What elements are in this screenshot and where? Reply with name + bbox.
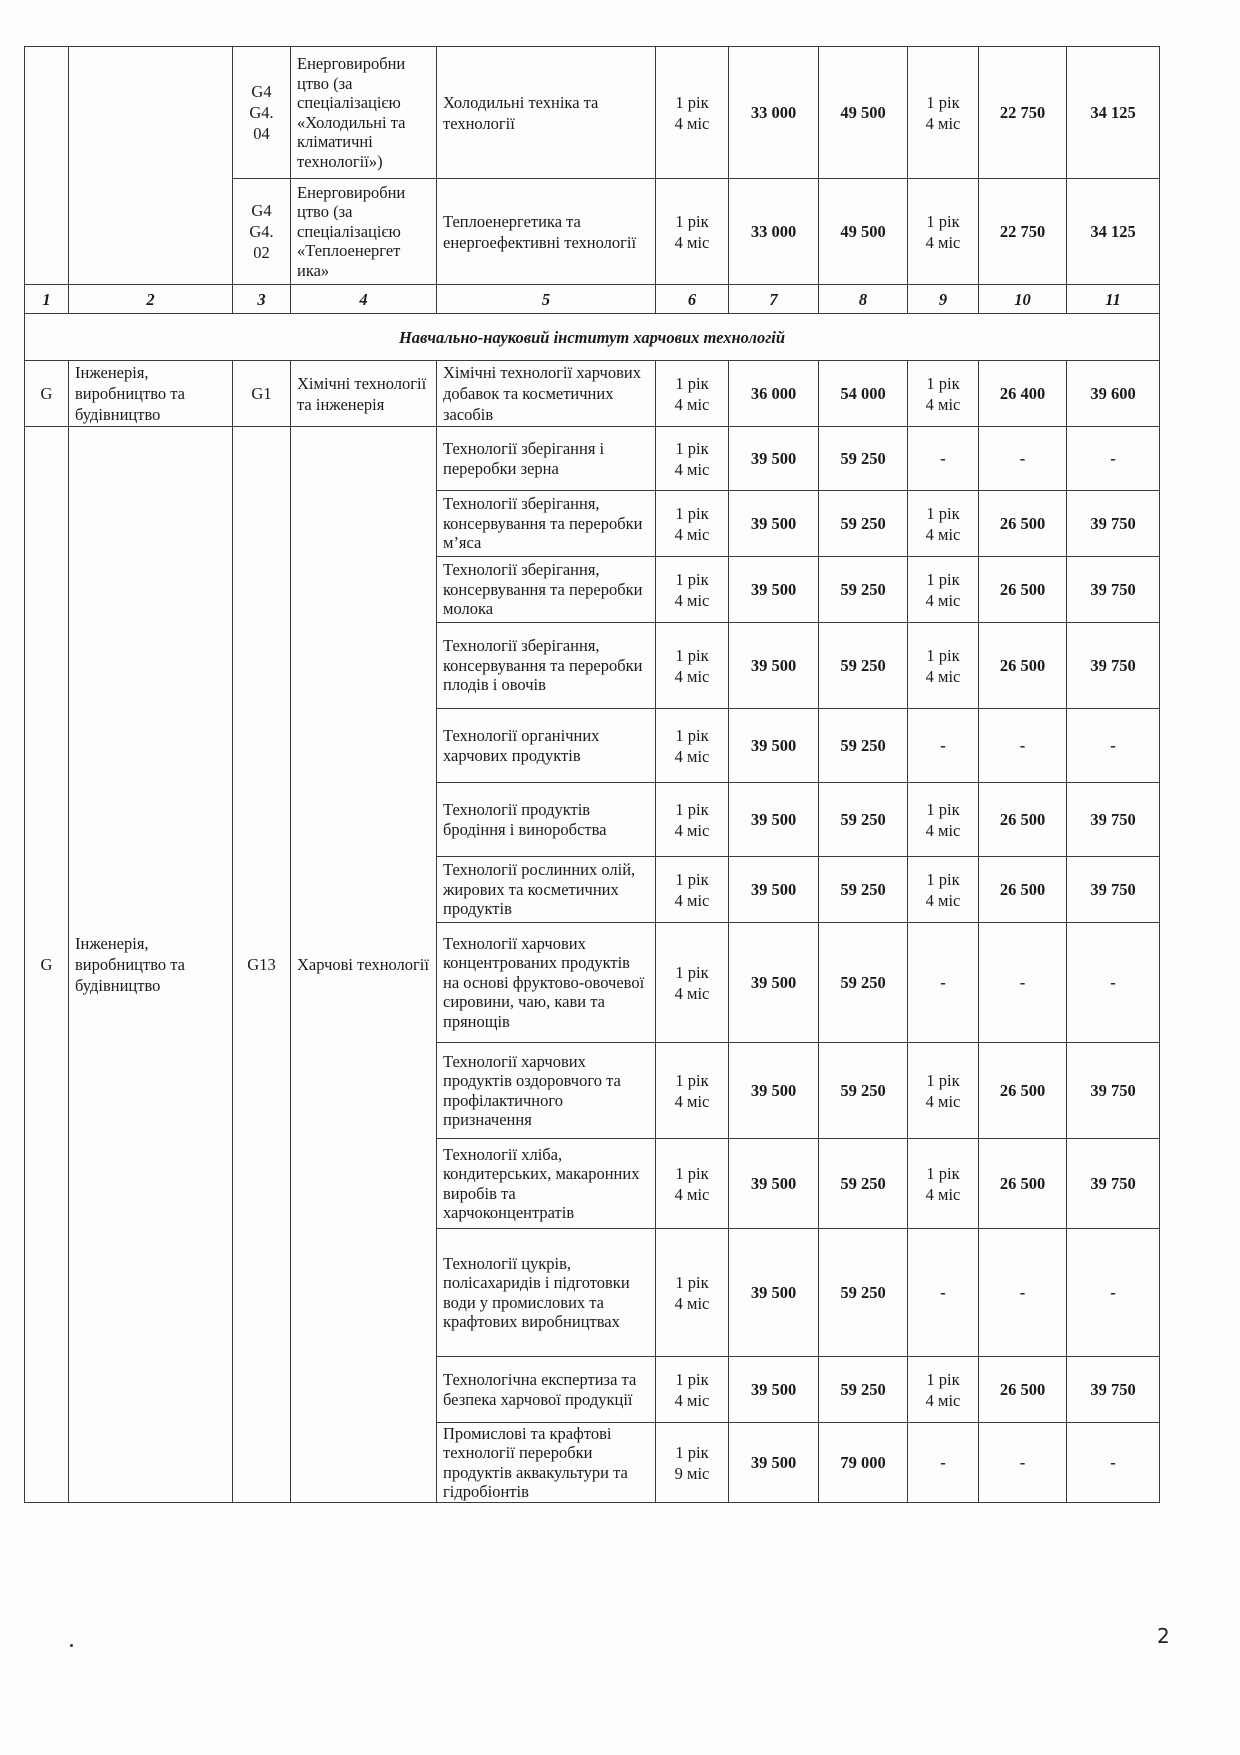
- column-number: 11: [1067, 285, 1160, 314]
- price-full-year: 39 500: [729, 427, 819, 491]
- price-full-total: 49 500: [819, 47, 908, 179]
- duration-line: 1 рік: [675, 869, 709, 889]
- program-name: Технології рослинних олій, жирових та косметичних продуктів: [437, 857, 656, 923]
- duration-line: 1 рік: [675, 373, 709, 393]
- duration-line: 4 міс: [925, 1390, 961, 1410]
- specialty-line: Енерговиробни: [297, 182, 406, 202]
- price-full-year: 39 500: [729, 491, 819, 557]
- duration-part-time: [908, 857, 979, 923]
- price-full-total: 59 250: [819, 1139, 908, 1229]
- duration-part-time: [908, 491, 979, 557]
- price-full-total: 79 000: [819, 1423, 908, 1503]
- specialty-line: спеціалізацією: [297, 221, 401, 241]
- area-code: G: [25, 427, 69, 1503]
- price-part-total: 39 750: [1067, 1139, 1160, 1229]
- specialty-line: Енерговиробни: [297, 54, 406, 73]
- program-name: Технологічна експертиза та безпека харчової продукції: [437, 1357, 656, 1423]
- duration-line: 1 рік: [675, 1369, 709, 1389]
- duration-line: 1 рік: [675, 1070, 709, 1090]
- table-row: [25, 427, 1160, 491]
- price-full-total: 59 250: [819, 491, 908, 557]
- duration-full-time: [656, 923, 729, 1043]
- duration-line: 1 рік: [926, 373, 960, 393]
- price-part-total: 39 750: [1067, 557, 1160, 623]
- code-line: 02: [253, 243, 270, 262]
- price-full-year: 39 500: [729, 783, 819, 857]
- duration-line: 1 рік: [675, 92, 709, 112]
- duration-part-time: [908, 1357, 979, 1423]
- price-full-total: 59 250: [819, 427, 908, 491]
- specialty-code: [233, 179, 291, 285]
- price-part-total: 34 125: [1067, 47, 1160, 179]
- price-part-year: -: [979, 923, 1067, 1043]
- duration-part-time: [908, 1043, 979, 1139]
- specialty-line: ика»: [297, 260, 330, 280]
- program-name: Технології харчових концентрованих продуктів на основі фруктово-овочевої сировини, чаю, кави та прянощів: [437, 923, 656, 1043]
- duration-line: 1 рік: [675, 1442, 709, 1462]
- price-part-total: -: [1067, 1229, 1160, 1357]
- duration-full-time: [656, 1423, 729, 1503]
- specialty-name: Хімічні технології та інженерія: [291, 361, 437, 427]
- duration-part-time: [908, 361, 979, 427]
- duration-part-time: [908, 47, 979, 179]
- price-part-year: 26 500: [979, 1139, 1067, 1229]
- price-full-total: 59 250: [819, 783, 908, 857]
- duration-line: 4 міс: [674, 232, 710, 252]
- duration-line: 1 рік: [926, 1163, 960, 1183]
- duration-full-time: [656, 783, 729, 857]
- duration-line: 1 рік: [675, 211, 709, 231]
- price-full-total: 59 250: [819, 857, 908, 923]
- price-part-year: 26 500: [979, 623, 1067, 709]
- duration-line: 1 рік: [675, 645, 709, 665]
- tuition-table: [24, 46, 1160, 1503]
- price-full-year: 39 500: [729, 1043, 819, 1139]
- program-name: Хімічні технології харчових добавок та косметичних засобів: [437, 361, 656, 427]
- program-name: Технології органічних харчових продуктів: [437, 709, 656, 783]
- program-name: Технології зберігання і переробки зерна: [437, 427, 656, 491]
- duration-line: 4 міс: [925, 890, 961, 910]
- duration-line: 1 рік: [926, 211, 960, 231]
- duration-line: 1 рік: [675, 962, 709, 982]
- program-name: Теплоенергетика та енергоефективні технології: [437, 179, 656, 285]
- duration-line: 1 рік: [926, 799, 960, 819]
- duration-line: 4 міс: [674, 1184, 710, 1204]
- specialty-name: [291, 47, 437, 179]
- duration-line: 4 міс: [674, 820, 710, 840]
- duration-line: -: [940, 449, 946, 468]
- code-line: G4: [251, 82, 272, 101]
- duration-line: 1 рік: [675, 1272, 709, 1292]
- table-row: [25, 47, 1160, 179]
- area-name: Інженерія, виробництво та будівництво: [69, 361, 233, 427]
- duration-line: 4 міс: [925, 394, 961, 414]
- price-full-year: 39 500: [729, 557, 819, 623]
- specialty-code: [233, 47, 291, 179]
- duration-full-time: [656, 709, 729, 783]
- price-part-year: 22 750: [979, 47, 1067, 179]
- duration-full-time: [656, 623, 729, 709]
- specialty-code: G1: [233, 361, 291, 427]
- duration-line: 4 міс: [674, 590, 710, 610]
- price-full-total: 54 000: [819, 361, 908, 427]
- price-full-total: 49 500: [819, 179, 908, 285]
- price-full-year: 39 500: [729, 857, 819, 923]
- specialty-code: G13: [233, 427, 291, 1503]
- price-full-total: 59 250: [819, 923, 908, 1043]
- duration-line: 4 міс: [674, 459, 710, 479]
- program-name: Технології зберігання, консервування та переробки плодів і овочів: [437, 623, 656, 709]
- price-part-year: 26 500: [979, 491, 1067, 557]
- program-name: Технології продуктів бродіння і виноробства: [437, 783, 656, 857]
- duration-part-time: [908, 1423, 979, 1503]
- price-full-year: 39 500: [729, 1139, 819, 1229]
- duration-full-time: [656, 179, 729, 285]
- price-part-total: 39 750: [1067, 623, 1160, 709]
- column-number: 3: [233, 285, 291, 314]
- duration-full-time: [656, 1043, 729, 1139]
- duration-line: 1 рік: [675, 799, 709, 819]
- duration-line: 1 рік: [675, 569, 709, 589]
- page-number: 2: [1157, 1624, 1170, 1648]
- duration-line: 4 міс: [925, 820, 961, 840]
- program-name: Промислові та крафтові технології переробки продуктів аквакультури та гідробіонтів: [437, 1423, 656, 1503]
- duration-full-time: [656, 427, 729, 491]
- duration-line: -: [940, 736, 946, 755]
- specialty-line: цтво (за: [297, 202, 353, 222]
- program-name: Технології харчових продуктів оздоровчого та профілактичного призначення: [437, 1043, 656, 1139]
- table-row: [25, 361, 1160, 427]
- price-full-year: 39 500: [729, 623, 819, 709]
- area-code-cell: [25, 47, 69, 285]
- price-part-year: 26 500: [979, 1043, 1067, 1139]
- duration-line: 4 міс: [674, 890, 710, 910]
- duration-part-time: [908, 1139, 979, 1229]
- price-part-total: 39 750: [1067, 1357, 1160, 1423]
- duration-line: 4 міс: [674, 666, 710, 686]
- duration-line: 9 міс: [674, 1463, 710, 1483]
- duration-line: 1 рік: [926, 569, 960, 589]
- duration-line: 1 рік: [675, 725, 709, 745]
- duration-line: 1 рік: [675, 503, 709, 523]
- duration-line: 4 міс: [925, 666, 961, 686]
- duration-part-time: [908, 1229, 979, 1357]
- price-part-total: -: [1067, 709, 1160, 783]
- area-code: G: [25, 361, 69, 427]
- duration-part-time: [908, 783, 979, 857]
- section-title: Навчально-науковий інститут харчових технологій: [25, 314, 1160, 361]
- price-full-year: 39 500: [729, 709, 819, 783]
- duration-line: 4 міс: [925, 232, 961, 252]
- price-full-year: 39 500: [729, 1357, 819, 1423]
- duration-line: 4 міс: [925, 524, 961, 544]
- price-full-year: 39 500: [729, 1229, 819, 1357]
- price-full-total: 59 250: [819, 1357, 908, 1423]
- duration-full-time: [656, 361, 729, 427]
- column-number: 6: [656, 285, 729, 314]
- duration-line: 4 міс: [674, 394, 710, 414]
- scan-speck: [70, 1644, 73, 1647]
- duration-line: 1 рік: [926, 1070, 960, 1090]
- price-part-year: 26 500: [979, 783, 1067, 857]
- duration-line: 4 міс: [674, 524, 710, 544]
- price-full-year: 33 000: [729, 47, 819, 179]
- duration-line: 4 міс: [674, 113, 710, 133]
- column-number: 5: [437, 285, 656, 314]
- duration-line: 1 рік: [926, 503, 960, 523]
- specialty-line: «Теплоенергет: [297, 241, 401, 261]
- column-number: 4: [291, 285, 437, 314]
- duration-line: -: [940, 1283, 946, 1302]
- duration-line: 4 міс: [925, 1091, 961, 1111]
- price-full-total: 59 250: [819, 557, 908, 623]
- duration-full-time: [656, 1229, 729, 1357]
- price-part-total: -: [1067, 923, 1160, 1043]
- specialty-name: Харчові технології: [291, 427, 437, 1503]
- area-cell: [69, 47, 233, 285]
- price-full-year: 33 000: [729, 179, 819, 285]
- duration-line: 4 міс: [925, 1184, 961, 1204]
- duration-part-time: [908, 179, 979, 285]
- specialty-name: [291, 179, 437, 285]
- duration-full-time: [656, 857, 729, 923]
- duration-line: 1 рік: [926, 92, 960, 112]
- duration-part-time: [908, 923, 979, 1043]
- duration-line: 4 міс: [674, 983, 710, 1003]
- price-part-year: -: [979, 427, 1067, 491]
- specialty-line: спеціалізацією: [297, 93, 401, 112]
- section-header-row: [25, 314, 1160, 361]
- price-full-total: 59 250: [819, 709, 908, 783]
- price-part-total: 34 125: [1067, 179, 1160, 285]
- column-number: 7: [729, 285, 819, 314]
- program-name: Технології зберігання, консервування та переробки молока: [437, 557, 656, 623]
- area-name: Інженерія, виробництво та будівництво: [69, 427, 233, 1503]
- price-full-year: 39 500: [729, 923, 819, 1043]
- program-name: Технології зберігання, консервування та переробки м’яса: [437, 491, 656, 557]
- program-name: Холодильні техніка та технології: [437, 47, 656, 179]
- price-part-total: -: [1067, 1423, 1160, 1503]
- duration-part-time: [908, 557, 979, 623]
- price-part-total: 39 750: [1067, 783, 1160, 857]
- column-number: 8: [819, 285, 908, 314]
- price-full-total: 59 250: [819, 1229, 908, 1357]
- price-part-total: -: [1067, 427, 1160, 491]
- code-line: G4: [251, 201, 272, 220]
- duration-full-time: [656, 47, 729, 179]
- duration-line: 4 міс: [674, 1390, 710, 1410]
- program-name: Технології цукрів, полісахаридів і підготовки води у промислових та крафтових виробництвах: [437, 1229, 656, 1357]
- duration-line: 1 рік: [926, 645, 960, 665]
- price-full-total: 59 250: [819, 623, 908, 709]
- code-line: G4.: [249, 222, 274, 241]
- column-number: 1: [25, 285, 69, 314]
- price-part-year: 26 500: [979, 557, 1067, 623]
- duration-line: 4 міс: [674, 746, 710, 766]
- duration-full-time: [656, 1357, 729, 1423]
- price-part-year: 26 500: [979, 1357, 1067, 1423]
- price-part-year: 22 750: [979, 179, 1067, 285]
- price-part-year: 26 400: [979, 361, 1067, 427]
- price-part-year: -: [979, 709, 1067, 783]
- duration-part-time: [908, 427, 979, 491]
- duration-line: 1 рік: [926, 1369, 960, 1389]
- duration-part-time: [908, 623, 979, 709]
- column-number-row: [25, 285, 1160, 314]
- column-number: 2: [69, 285, 233, 314]
- price-part-total: 39 750: [1067, 857, 1160, 923]
- duration-line: 4 міс: [925, 113, 961, 133]
- column-number: 10: [979, 285, 1067, 314]
- duration-line: 4 міс: [925, 590, 961, 610]
- duration-line: 1 рік: [675, 438, 709, 458]
- column-number: 9: [908, 285, 979, 314]
- duration-line: 4 міс: [674, 1293, 710, 1313]
- price-full-total: 59 250: [819, 1043, 908, 1139]
- specialty-line: технології»): [297, 151, 383, 171]
- specialty-line: кліматичні: [297, 132, 373, 151]
- duration-full-time: [656, 491, 729, 557]
- specialty-line: «Холодильні та: [297, 112, 406, 132]
- price-part-year: -: [979, 1229, 1067, 1357]
- price-part-total: 39 600: [1067, 361, 1160, 427]
- price-part-year: 26 500: [979, 857, 1067, 923]
- program-name: Технології хліба, кондитерських, макаронних виробів та харчоконцентратів: [437, 1139, 656, 1229]
- duration-line: 4 міс: [674, 1091, 710, 1111]
- duration-line: 1 рік: [675, 1163, 709, 1183]
- duration-line: -: [940, 1453, 946, 1472]
- price-full-year: 39 500: [729, 1423, 819, 1503]
- price-full-year: 36 000: [729, 361, 819, 427]
- specialty-line: цтво (за: [297, 73, 353, 93]
- price-part-total: 39 750: [1067, 1043, 1160, 1139]
- code-line: 04: [253, 124, 270, 143]
- code-line: G4.: [249, 103, 274, 122]
- duration-part-time: [908, 709, 979, 783]
- duration-full-time: [656, 557, 729, 623]
- price-part-total: 39 750: [1067, 491, 1160, 557]
- duration-line: -: [940, 973, 946, 992]
- duration-line: 1 рік: [926, 869, 960, 889]
- duration-full-time: [656, 1139, 729, 1229]
- price-part-year: -: [979, 1423, 1067, 1503]
